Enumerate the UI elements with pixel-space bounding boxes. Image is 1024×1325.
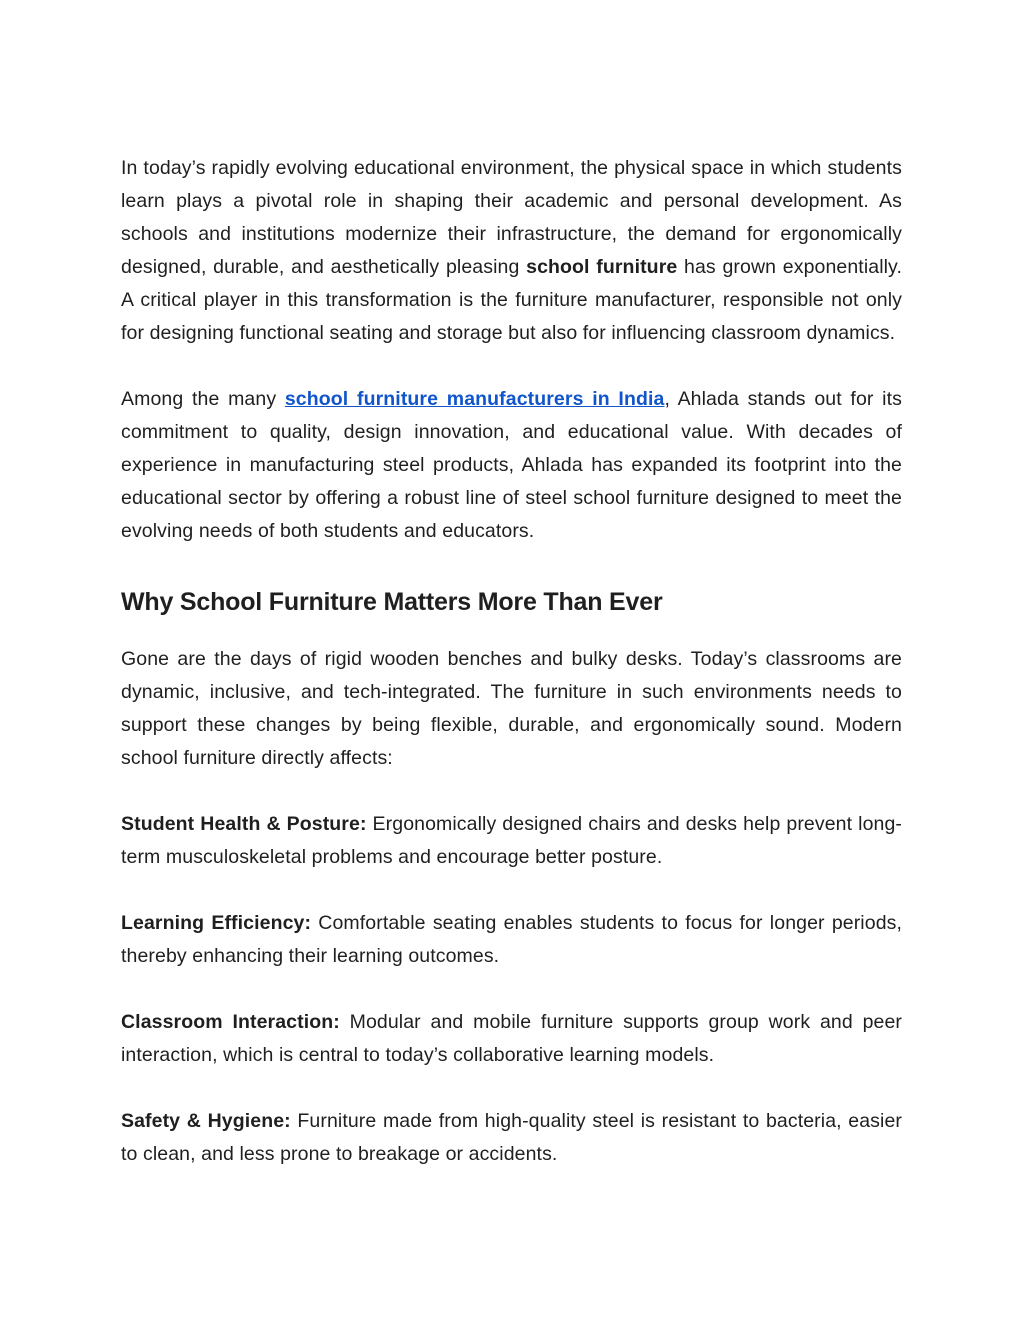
about-text-2: , Ahlada stands out for its commitment to quality, design innovation, and educational value. With decades of experience in manufacturing steel products, Ahlada has expanded its footprint into the educational sector by offering a robust line of steel school furniture designed to meet the evolving needs of both students and educators. xyxy=(121,388,902,542)
intro-paragraph xyxy=(121,152,902,350)
point-title: Safety & Hygiene: xyxy=(121,1110,291,1132)
point-safety xyxy=(121,1105,902,1171)
point-text: Modular and mobile furniture supports group work and peer interaction, which is central to today’s collaborative learning models. xyxy=(121,1011,902,1066)
point-text: Comfortable seating enables students to focus for longer periods, thereby enhancing their learning outcomes. xyxy=(121,912,903,967)
intro-text-1: In today’s rapidly evolving educational environment, the physical space in which students learn plays a pivotal role in shaping their academic and personal development. As schools and institutions modernize their infrastructure, the demand for ergonomically designed, durable, and aesthetically pleasing xyxy=(121,157,902,278)
point-interaction xyxy=(121,1006,902,1072)
section-heading: Why School Furniture Matters More Than Ever xyxy=(121,588,663,616)
intro-bold-term: school furniture xyxy=(526,256,678,278)
about-paragraph xyxy=(121,383,902,548)
intro-text-2: has grown exponentially. A critical player in this transformation is the furniture manufacturer, responsible not only for designing functional seating and storage but also for influencing classroom dynamics. xyxy=(121,256,902,344)
section-intro-paragraph: Gone are the days of rigid wooden benches and bulky desks. Today’s classrooms are dynamic, inclusive, and tech-integrated. The furniture in such environments needs to support these changes by being flexible, durable, and ergonomically sound. Modern school furniture directly affects: xyxy=(121,648,902,769)
point-text: Ergonomically designed chairs and desks help prevent long-term musculoskeletal problems and encourage better posture. xyxy=(121,813,902,868)
point-learning xyxy=(121,907,902,973)
manufacturers-link[interactable]: school furniture manufacturers in India xyxy=(284,388,665,410)
point-title: Student Health & Posture: xyxy=(121,813,367,835)
point-title: Learning Efficiency: xyxy=(121,912,312,934)
point-text: Furniture made from high-quality steel is resistant to bacteria, easier to clean, and less prone to breakage or accidents. xyxy=(121,1110,903,1165)
point-health xyxy=(121,808,902,874)
point-title: Classroom Interaction: xyxy=(121,1011,340,1033)
document-page xyxy=(121,152,902,1204)
about-text-1: Among the many xyxy=(121,388,285,410)
